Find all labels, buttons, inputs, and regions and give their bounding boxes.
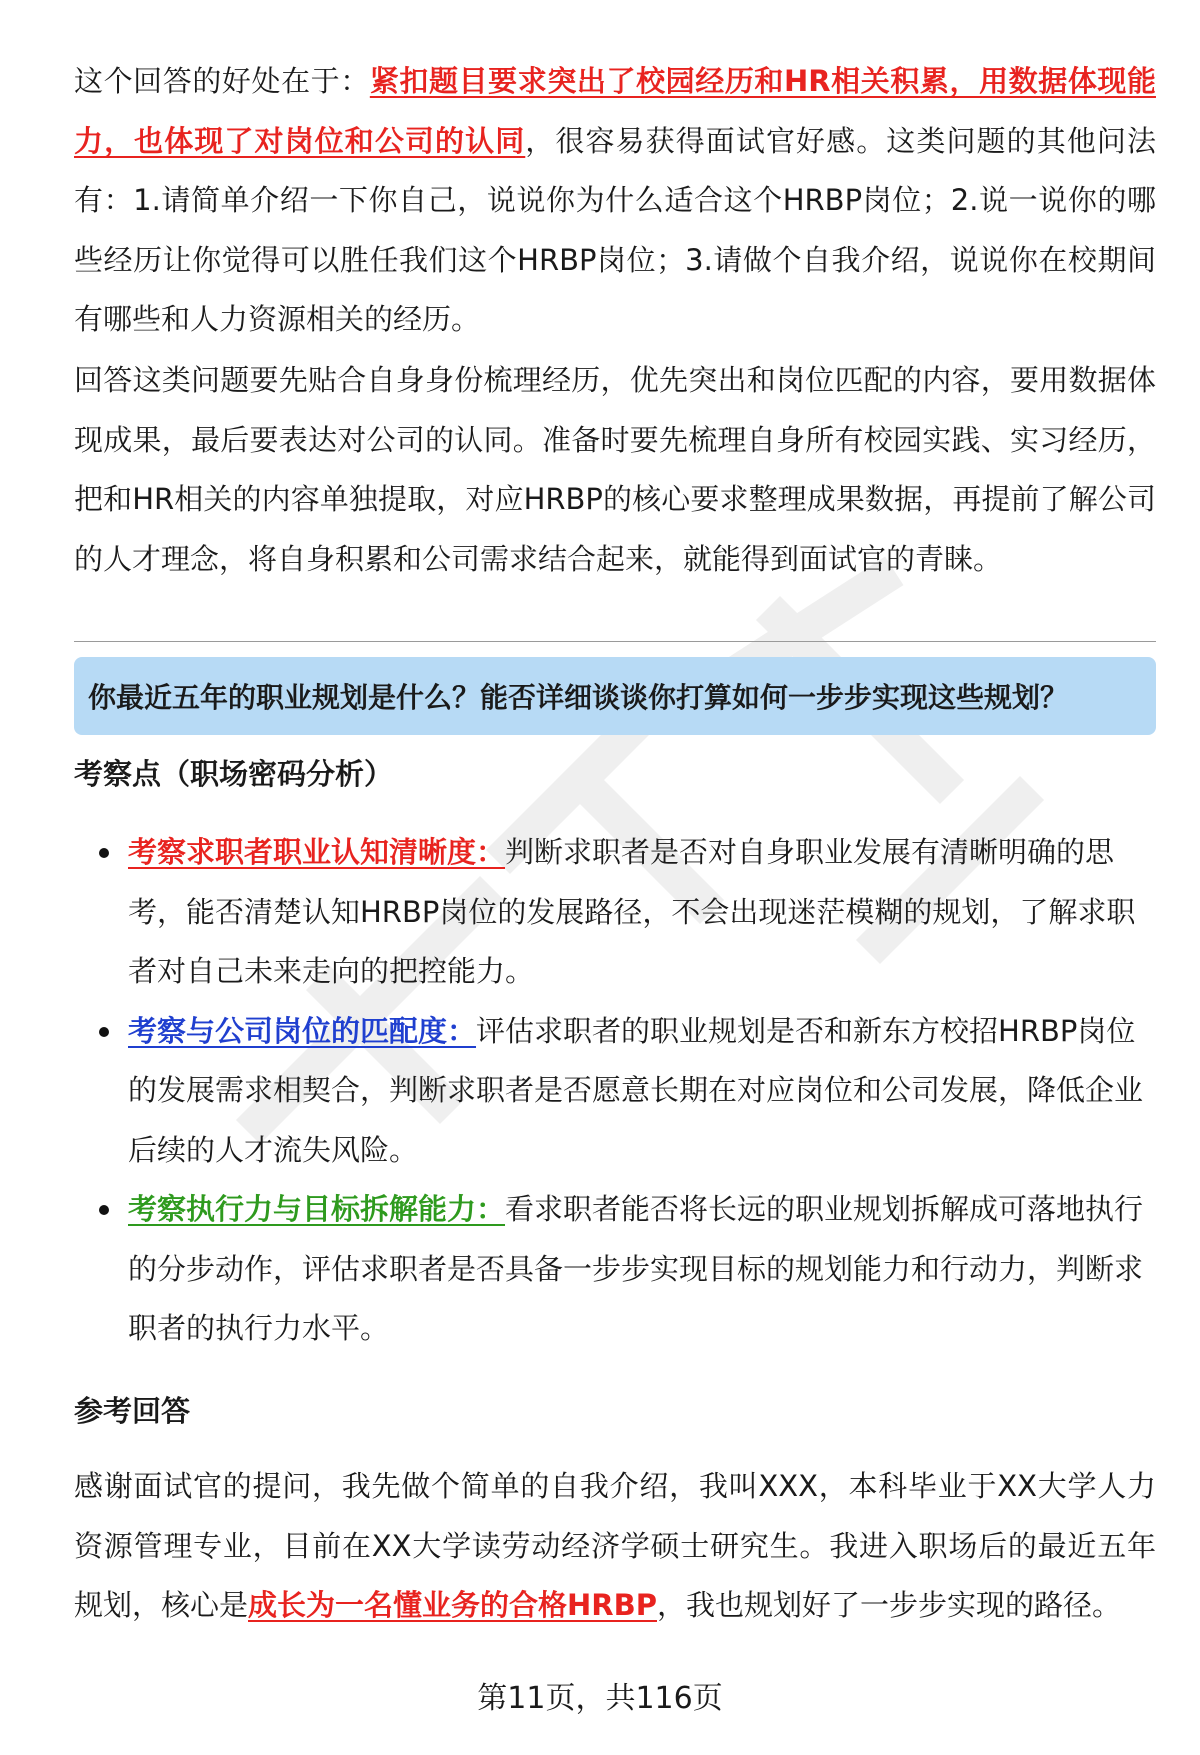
answer-highlight: 成长为一名懂业务的合格HRBP [248, 1588, 657, 1622]
list-item [74, 823, 1156, 1002]
intro-highlight: 紧扣题目要求突出了校园经历和HR相关积累，用数据体现能力，也体现了对岗位和公司的认同 [74, 64, 1156, 158]
answer-paragraph [74, 1457, 1156, 1636]
item-body: 看求职者能否将长远的职业规划拆解成可落地执行的分步动作，评估求职者是否具备一步步实现目标的规划能力和行动力，判断求职者的执行力水平。 [128, 1192, 1144, 1345]
intro-suffix: ，很容易获得面试官好感。这类问题的其他问法有：1.请简单介绍一下你自己，说说你为什么适合这个HRBP岗位；2.说一说你的哪些经历让你觉得可以胜任我们这个HRBP岗位；3.请做个自我介绍，说说你在校期间有哪些和人力资源相关的经历。 [74, 123, 1156, 336]
bullet-icon [99, 1027, 109, 1037]
answer-heading: 参考回答 [74, 1394, 191, 1428]
analysis-heading: 考察点（职场密码分析） [74, 757, 394, 791]
page-number: 第11页，共116页 [477, 1681, 723, 1716]
answer-prefix: 感谢面试官的提问，我先做个简单的自我介绍，我叫XXX，本科毕业于XX大学人力资源管理专业，目前在XX大学读劳动经济学硕士研究生。我进入职场后的最近五年规划，核心是 [74, 1469, 1156, 1622]
bullet-icon [99, 848, 109, 858]
analysis-list [74, 823, 1156, 1359]
question-box [74, 657, 1156, 735]
list-item [74, 1002, 1156, 1181]
intro-paragraph-2: 回答这类问题要先贴合自身身份梳理经历，优先突出和岗位匹配的内容，要用数据体现成果，最后要表达对公司的认同。准备时要先梳理自身所有校园实践、实习经历，把和HR相关的内容单独提取，对应HRBP的核心要求整理成果数据，再提前了解公司的人才理念，将自身积累和公司需求结合起来，就能得到面试官的青睐。 [74, 363, 1156, 576]
intro-paragraph-1 [74, 52, 1156, 350]
item-body: 评估求职者的职业规划是否和新东方校招HRBP岗位的发展需求相契合，判断求职者是否愿意长期在对应岗位和公司发展，降低企业后续的人才流失风险。 [128, 1013, 1144, 1167]
list-item [74, 1180, 1156, 1359]
question-text: 你最近五年的职业规划是什么？能否详细谈谈你打算如何一步步实现这些规划？ [88, 681, 1069, 714]
bullet-icon [99, 1205, 109, 1215]
answer-suffix: ，我也规划好了一步步实现的路径。 [656, 1588, 1121, 1622]
section-divider [74, 641, 1156, 642]
item-title: 考察求职者职业认知清晰度： [128, 835, 506, 869]
intro-prefix: 这个回答的好处在于： [74, 64, 370, 98]
item-body: 判断求职者是否对自身职业发展有清晰明确的思考，能否清楚认知HRBP岗位的发展路径，不会出现迷茫模糊的规划，了解求职者对自己未来走向的把控能力。 [128, 835, 1136, 988]
item-title: 考察与公司岗位的匹配度： [128, 1013, 477, 1048]
item-title: 考察执行力与目标拆解能力： [128, 1192, 506, 1226]
